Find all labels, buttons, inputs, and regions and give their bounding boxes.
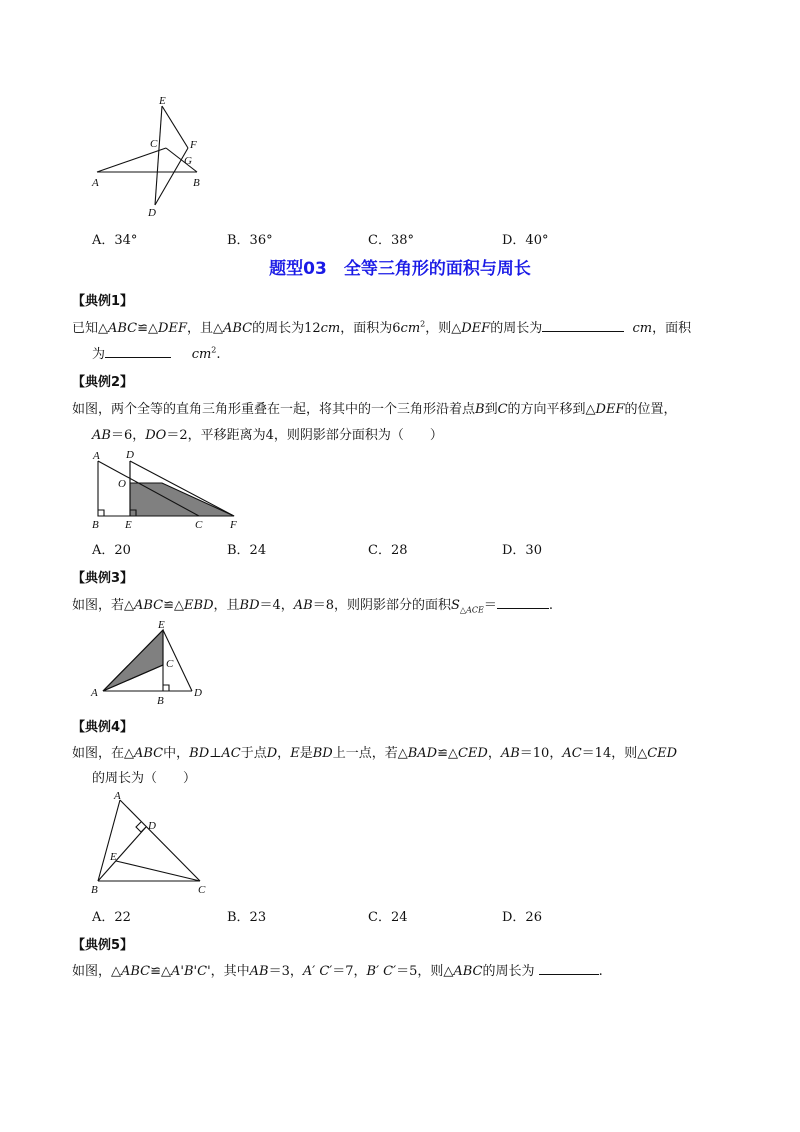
figure-intersecting-triangles bbox=[85, 92, 215, 222]
answer-blank-perimeter[interactable] bbox=[539, 962, 599, 975]
answer-blank-perimeter[interactable] bbox=[542, 319, 624, 332]
label-B: B bbox=[193, 177, 200, 189]
label-A: A bbox=[114, 790, 121, 802]
example-2-line1: 如图，两个全等的直角三角形重叠在一起，将其中的一个三角形沿着点B到C的方向平移到△DEF的位置， bbox=[72, 402, 677, 417]
label-A: A bbox=[93, 450, 100, 462]
answer-blank-area[interactable] bbox=[105, 345, 171, 358]
choice-c[interactable]: C．24 bbox=[368, 910, 408, 925]
label-C: C bbox=[198, 884, 206, 896]
choice-a[interactable]: A．20 bbox=[92, 543, 131, 558]
example-3-line1: 如图，若△ABC≌△EBD，且BD＝4，AB＝8，则阴影部分的面积$S_{\triangle ACE}=$ . bbox=[72, 598, 553, 615]
choice-d[interactable]: D．26 bbox=[502, 910, 542, 925]
label-B: B bbox=[157, 695, 164, 707]
figure-translated-right-triangles bbox=[85, 444, 245, 534]
example-1-header: 【典例1】 bbox=[72, 294, 134, 309]
label-F: F bbox=[230, 519, 237, 531]
section-title: 题型03 全等三角形的面积与周长 bbox=[269, 259, 531, 279]
choice-c[interactable]: C．28 bbox=[368, 543, 408, 558]
label-C: C bbox=[195, 519, 203, 531]
example-1-line1: 已知△ABC≌△DEF，且△ABC的周长为12cm，面积为$6cm^2$，则△DEF的周长为 cm，面积 bbox=[72, 319, 692, 336]
label-B: B bbox=[91, 884, 98, 896]
example-4-line1: 如图，在△ABC中，BD⊥AC于点D，E是BD上一点，若△BAD≌△CED，AB＝10，AC＝14，则△CED bbox=[72, 746, 678, 761]
example-1-line2: 为 $cm^2$. bbox=[92, 345, 221, 362]
choice-c[interactable]: C．38° bbox=[368, 233, 414, 248]
answer-blank-area[interactable] bbox=[497, 596, 549, 609]
example-5-header: 【典例5】 bbox=[72, 938, 134, 953]
label-E: E bbox=[159, 95, 166, 107]
label-D: D bbox=[194, 687, 202, 699]
example-5-line1: 如图，△ABC≌△A'B'C'，其中AB＝3，A′ C′＝7，B′ C′＝5，则△ABC的周长为 . bbox=[72, 964, 603, 979]
example-2-line2: AB＝6，DO＝2，平移距离为4，则阴影部分面积为（ ） bbox=[92, 428, 443, 443]
example-2-header: 【典例2】 bbox=[72, 375, 134, 390]
choice-a[interactable]: A．34° bbox=[92, 233, 138, 248]
label-E: E bbox=[110, 851, 117, 863]
label-A: A bbox=[92, 177, 99, 189]
label-E: E bbox=[158, 619, 165, 631]
figure-triangle-abc-altitude bbox=[85, 785, 215, 900]
label-D: D bbox=[148, 207, 156, 219]
label-C: C bbox=[166, 658, 174, 670]
choice-d[interactable]: D．30 bbox=[502, 543, 542, 558]
choice-d[interactable]: D．40° bbox=[502, 233, 549, 248]
choice-b[interactable]: B．24 bbox=[227, 543, 267, 558]
label-O: O bbox=[118, 478, 126, 490]
label-C: C bbox=[150, 138, 158, 150]
example-4-line2: 的周长为（ ） bbox=[92, 771, 197, 786]
label-E: E bbox=[125, 519, 132, 531]
choice-a[interactable]: A．22 bbox=[92, 910, 131, 925]
example-3-header: 【典例3】 bbox=[72, 571, 134, 586]
choice-b[interactable]: B．23 bbox=[227, 910, 267, 925]
label-G: G bbox=[184, 155, 192, 167]
figure-congruent-triangles-ebd bbox=[90, 618, 210, 708]
label-D: D bbox=[126, 449, 134, 461]
label-F: F bbox=[190, 139, 197, 151]
label-B: B bbox=[92, 519, 99, 531]
choice-b[interactable]: B．36° bbox=[227, 233, 273, 248]
label-D: D bbox=[148, 820, 156, 832]
label-A: A bbox=[91, 687, 98, 699]
example-4-header: 【典例4】 bbox=[72, 720, 134, 735]
